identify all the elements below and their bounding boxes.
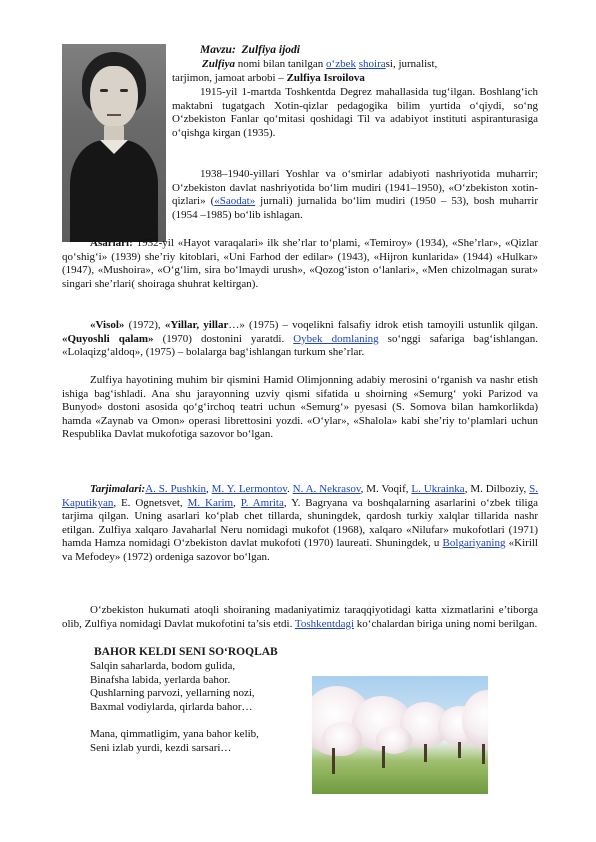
intro-text: nomi bilan tanilgan <box>235 58 327 70</box>
link-pushkin[interactable]: A. S. Pushkin <box>145 483 207 495</box>
tr-sep-5: , E. Ognetsvet, <box>113 496 188 509</box>
portrait-photo <box>62 44 166 242</box>
tr-text: , Y. Bagryana va boshqalarning asarlarini o‘zbek tiliga tarjima qilgan. Uning asarlari ko‘plab chet tillarda, shuningdek, qardosh turkiy xalqlar tillarida nashr etilgan. Zulfiya xalqaro Javaharlal Neru nomidagi mukofot (1968), xalqaro «Nilufar» mukofotlari (1971) hamda Hamza nomidagi O‘zbekiston davlat mukofoti (1970) laureati. Shuningdek, u <box>62 496 538 550</box>
visol-title: «Visol» <box>90 319 125 331</box>
visol-paragraph <box>62 319 538 360</box>
memory-text-2: ko‘chalardan biriga uning nomi berilgan. <box>354 617 538 630</box>
bio2-text-2: jurnali) jurnalida bo‘lim mudiri (1950 – 53), bosh muharrir (1954 –1985) bo‘lib ishlagan. <box>172 195 538 221</box>
poem-line: Seni izlab yurdi, kezdi sarsari… <box>90 741 232 754</box>
memory-paragraph <box>62 604 538 631</box>
tr-sep-3: , M. Voqif, <box>360 483 412 495</box>
link-amrita[interactable]: P. Amrita <box>240 496 284 509</box>
page-title <box>200 44 300 58</box>
poem-body <box>90 660 310 755</box>
title-value: Zulfiya ijodi <box>241 44 300 56</box>
bio2-text: 1938–1940-yillari Yoshlar va o‘smirlar adabiyoti nashriyotida muharrir; O‘zbekiston davlat nashriyotida bo‘lim mudiri (1941–1950), «O‘zbekiston xotin-qizlari» ( <box>172 168 538 208</box>
memory-text-1: O‘zbekiston hukumati atoqli shoiraning madaniyatimiz taraqqiyotidagi katta xizmatlarini e’tiborga olib, Zulfiya nomidagi Davlat mukofotini ta’sis etdi. <box>62 604 538 630</box>
poem-title: BAHOR KELDI SENI SO‘ROQLAB <box>94 646 278 658</box>
visol-text-3: (1970) dostonini yaratdi. <box>153 332 294 345</box>
link-kaputikyan[interactable]: S. Kaputikyan <box>62 483 539 509</box>
poet-real-name: Zulfiya Isroilova <box>286 71 365 84</box>
link-ukrainka[interactable]: L. Ukrainka <box>411 483 465 495</box>
works-paragraph <box>62 237 538 291</box>
intro-line2: tarjimon, jamoat arbobi – <box>172 71 287 84</box>
intro-text-2: si, jurnalist, <box>385 58 438 70</box>
tr-sep-1: , <box>206 483 212 495</box>
translations-label: Tarjimalari: <box>90 483 146 495</box>
poem-line: Salqin saharlarda, bodom gulida, <box>90 660 236 672</box>
poem-line: Binafsha labida, yerlarda bahor. <box>90 673 231 686</box>
link-shoira[interactable]: shoira <box>358 58 386 70</box>
link-toshkent[interactable]: Toshkentdagi <box>294 617 355 630</box>
link-oybek[interactable]: Oybek domlaning <box>293 332 379 345</box>
quyoshli-title: «Quyoshli qalam» <box>62 332 154 345</box>
poem-line: Mana, qimmatligim, yana bahor kelib, <box>90 727 259 740</box>
link-karim[interactable]: M. Karim <box>187 496 234 509</box>
bio-paragraph-2 <box>172 168 538 222</box>
link-uzbek[interactable]: o‘zbek <box>326 58 356 70</box>
bio-paragraph-1: 1915-yil 1-martda Toshkentda Degrez mahallasida tug‘ilgan. Boshlang‘ich maktabni tugatgach Xotin-qizlar pedagogika bilim yurtida o‘qiydi, so‘ng O‘zbekiston Fanlar qo‘mitasi qoshidagi Til va adabiyot instituti aspiranturasiga o‘qishga kirgan (1935). <box>172 86 538 139</box>
tr-sep-2: . <box>287 483 293 495</box>
legacy-paragraph: Zulfiya hayotining muhim bir qismini Hamid Olimjonning adabiy merosini o‘rganish va nashr etish ishiga bag‘ishladi. Ana shu jarayonning uzviy qismi sifatida u shoirning «Semurg‘ yoki Parizod va Bunyod» dostoni asosida qo‘g‘irchoq teatri uchun «Semurg‘» pyesasi (S. Somova bilan hamkorlikda) hamda «Zaynab va Omon» operasi librettosini yozdi. «O‘ylar», «Shalola» kabi she’riy to‘plamlari uchun Respublika Davlat mukofotiga sazovor bo‘lgan. <box>62 374 538 441</box>
works-label: Asarlari: <box>90 237 133 249</box>
intro-paragraph <box>172 58 538 85</box>
link-bolgariya[interactable]: Bolgariyaning <box>442 537 506 550</box>
visol-text-2: …» (1975) – voqelikni falsafiy idrok etish tamoyili ustunlik qilgan. <box>228 319 538 331</box>
link-lermontov[interactable]: M. Y. Lermontov <box>211 483 287 495</box>
tr-sep-6: , <box>233 496 241 509</box>
title-label: Mavzu: <box>200 44 236 56</box>
poet-name: Zulfiya <box>202 58 235 70</box>
poem-line: Qushlarning parvozi, yellarning nozi, <box>90 687 255 700</box>
poem-line: Baxmal vodiylarda, qirlarda bahor… <box>90 700 253 713</box>
tr-sep-4: , M. Dilboziy, <box>464 483 530 495</box>
translations-paragraph <box>62 483 538 565</box>
yillar-title: «Yillar, yillar <box>164 319 229 331</box>
link-saodat[interactable]: «Saodat» <box>214 195 256 208</box>
orchard-photo <box>312 676 488 794</box>
poem-line <box>90 714 310 728</box>
works-text: 1932-yil «Hayot varaqalari» ilk she’rlar to‘plami, «Temiroy» (1934), «She’rlar», «Qizlar qo‘shig‘i» (1939) she’riy kitoblari, «Uni Farhod der edilar» (1943), «Hijron kunlarida» (1944) «Hulkar» (1947), «Mushoira», «O‘g‘lim, sira bo‘lmaydi urush», «Qozog‘iston o‘lanlari», «Men chizolmagan surat» singari she’rlari( shoiraga shuhrat keltirgan). <box>62 237 538 290</box>
link-nekrasov[interactable]: N. A. Nekrasov <box>292 483 361 495</box>
tr-text-end: «Kirill va Mefodey» (1972) ordeniga sazovor bo‘lgan. <box>62 537 538 563</box>
visol-text-1: (1972), <box>124 319 165 331</box>
visol-text-4: so‘nggi safariga bag‘ishlangan. «Lolaqizg‘aldoq», (1975) – bolalarga bag‘ishlangan turkum she’rlar. <box>62 332 538 359</box>
